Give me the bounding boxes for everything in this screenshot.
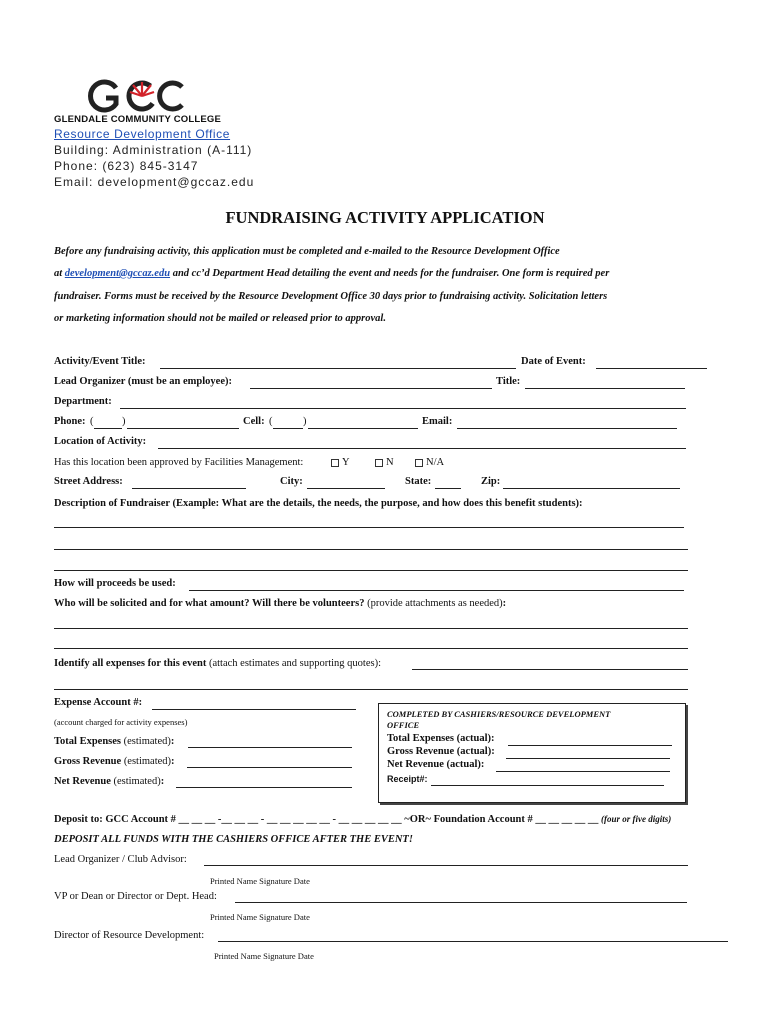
proceeds-field[interactable]	[189, 590, 684, 591]
gcc-logo-icon	[54, 76, 224, 116]
college-name: GLENDALE COMMUNITY COLLEGE	[54, 114, 222, 125]
email-label: Email:	[422, 416, 453, 427]
cell-area-field[interactable]	[273, 428, 303, 429]
office-phone: Phone: (623) 845-3147	[54, 159, 199, 173]
checkbox-na-icon[interactable]	[415, 459, 423, 467]
state-label: State:	[405, 476, 432, 487]
solicited-line-1[interactable]	[54, 628, 688, 629]
deposit-account-text: Deposit to: GCC Account # __ __ __ -__ __ __ - __ __ __ __ __ - __ __ __ __ __ ~OR~ Foundation Account # __ __ __ __ __	[54, 814, 599, 825]
option-no[interactable]	[375, 457, 394, 468]
option-yes[interactable]	[331, 457, 350, 468]
expense-account-note: (account charged for activity expenses)	[54, 717, 188, 727]
expenses-field[interactable]	[412, 669, 688, 670]
office-building: Building: Administration (A-111)	[54, 143, 253, 157]
description-line-3[interactable]	[54, 570, 688, 571]
department-label: Department:	[54, 396, 112, 407]
gross-revenue-actual-field[interactable]	[506, 758, 670, 759]
college-logo	[54, 76, 224, 126]
location-label: Location of Activity:	[54, 436, 147, 447]
solicited-colon: :	[502, 598, 507, 609]
checkbox-no-icon[interactable]	[375, 459, 383, 467]
street-field[interactable]	[132, 488, 246, 489]
expense-account-field[interactable]	[152, 709, 356, 710]
director-signature-caption: Printed Name Signature Date	[214, 951, 314, 961]
city-label: City:	[280, 476, 303, 487]
vp-signature-field[interactable]	[235, 902, 687, 903]
phone-paren-close: )	[122, 416, 126, 427]
zip-field[interactable]	[503, 488, 680, 489]
gross-revenue-estimated-field[interactable]	[187, 767, 352, 768]
total-expenses-estimated-label: Total Expenses (estimated):	[54, 736, 175, 747]
receipt-label: Receipt#:	[387, 774, 428, 784]
page-title: FUNDRAISING ACTIVITY APPLICATION	[225, 208, 545, 227]
solicited-question	[54, 598, 506, 609]
state-field[interactable]	[435, 488, 461, 489]
activity-title-label: Activity/Event Title:	[54, 356, 146, 367]
department-field[interactable]	[120, 408, 686, 409]
option-na[interactable]	[415, 457, 444, 468]
receipt-field[interactable]	[431, 785, 664, 786]
solicited-line-2[interactable]	[54, 648, 688, 649]
lead-signature-caption: Printed Name Signature Date	[210, 876, 310, 886]
deposit-warning: DEPOSIT ALL FUNDS WITH THE CASHIERS OFFICE AFTER THE EVENT!	[54, 834, 413, 845]
director-signature-field[interactable]	[218, 941, 728, 942]
cashier-box-heading-2: OFFICE	[387, 720, 420, 730]
net-revenue-estimated-label: Net Revenue (estimated):	[54, 776, 165, 787]
cell-number-field[interactable]	[308, 428, 418, 429]
expenses-question-text: Identify all expenses for this event	[54, 658, 207, 669]
expenses-line-2[interactable]	[54, 689, 688, 690]
date-of-event-label: Date of Event:	[521, 356, 586, 367]
deposit-line	[54, 814, 671, 825]
total-expenses-actual-field[interactable]	[508, 745, 672, 746]
description-line-1[interactable]	[54, 527, 684, 528]
vp-signature-label: VP or Dean or Director or Dept. Head:	[54, 891, 217, 902]
checkbox-yes-icon[interactable]	[331, 459, 339, 467]
total-expenses-estimated-field[interactable]	[188, 747, 352, 748]
expenses-note: (attach estimates and supporting quotes):	[206, 658, 382, 669]
email-link[interactable]: development@gccaz.edu	[64, 268, 171, 279]
option-no-label: N	[386, 457, 394, 468]
lead-organizer-field[interactable]	[250, 388, 492, 389]
lead-organizer-label: Lead Organizer (must be an employee):	[54, 376, 232, 387]
city-field[interactable]	[307, 488, 385, 489]
proceeds-label: How will proceeds be used:	[54, 578, 176, 589]
expenses-question	[54, 658, 381, 669]
office-link[interactable]: Resource Development Office	[54, 127, 231, 141]
deposit-note: (four or five digits)	[601, 814, 672, 824]
lead-signature-label: Lead Organizer / Club Advisor:	[54, 854, 187, 865]
intro-line-3: fundraiser. Forms must be received by the Resource Development Office 30 days prior to fundraising activity. Solicitation letters	[54, 291, 608, 302]
intro-line-1: Before any fundraising activity, this application must be completed and e-mailed to the Resource Development Office	[54, 246, 560, 257]
activity-title-field[interactable]	[160, 368, 516, 369]
net-revenue-actual-field[interactable]	[496, 771, 670, 772]
zip-label: Zip:	[481, 476, 501, 487]
expense-account-label: Expense Account #:	[54, 697, 143, 708]
intro-line-2	[54, 268, 744, 279]
office-email: Email: development@gccaz.edu	[54, 175, 255, 189]
location-field[interactable]	[158, 448, 686, 449]
phone-paren-open: (	[90, 416, 94, 427]
solicited-note: (provide attachments as needed)	[364, 598, 503, 609]
phone-area-field[interactable]	[94, 428, 122, 429]
lead-signature-field[interactable]	[204, 865, 688, 866]
description-label: Description of Fundraiser (Example: What are the details, the needs, the purpose, and how does this benefit students):	[54, 498, 583, 509]
email-field[interactable]	[457, 428, 677, 429]
net-revenue-actual-label: Net Revenue (actual):	[387, 759, 485, 770]
phone-number-field[interactable]	[127, 428, 239, 429]
date-of-event-field[interactable]	[596, 368, 707, 369]
street-label: Street Address:	[54, 476, 123, 487]
net-revenue-estimated-field[interactable]	[176, 787, 352, 788]
vp-signature-caption: Printed Name Signature Date	[210, 912, 310, 922]
gross-revenue-estimated-label: Gross Revenue (estimated):	[54, 756, 175, 767]
option-yes-label: Y	[342, 457, 350, 468]
cell-label: Cell:	[243, 416, 265, 427]
director-signature-label: Director of Resource Development:	[54, 930, 205, 941]
cell-paren-open: (	[269, 416, 273, 427]
solicited-question-text: Who will be solicited and for what amount? Will there be volunteers?	[54, 598, 365, 609]
facilities-approval-question: Has this location been approved by Facilities Management:	[54, 457, 304, 468]
intro-suffix: and cc’d Department Head detailing the event and needs for the fundraiser. One form is required per	[170, 268, 610, 279]
intro-prefix: at	[54, 268, 65, 279]
option-na-label: N/A	[426, 457, 445, 468]
cell-paren-close: )	[303, 416, 307, 427]
total-expenses-actual-label: Total Expenses (actual):	[387, 733, 495, 744]
title-field[interactable]	[525, 388, 685, 389]
intro-line-4: or marketing information should not be mailed or released prior to approval.	[54, 313, 386, 324]
description-line-2[interactable]	[54, 549, 688, 550]
title-label: Title:	[496, 376, 521, 387]
cashier-box-heading-1: COMPLETED BY CASHIERS/RESOURCE DEVELOPMENT	[387, 709, 611, 719]
phone-label: Phone:	[54, 416, 86, 427]
gross-revenue-actual-label: Gross Revenue (actual):	[387, 746, 495, 757]
